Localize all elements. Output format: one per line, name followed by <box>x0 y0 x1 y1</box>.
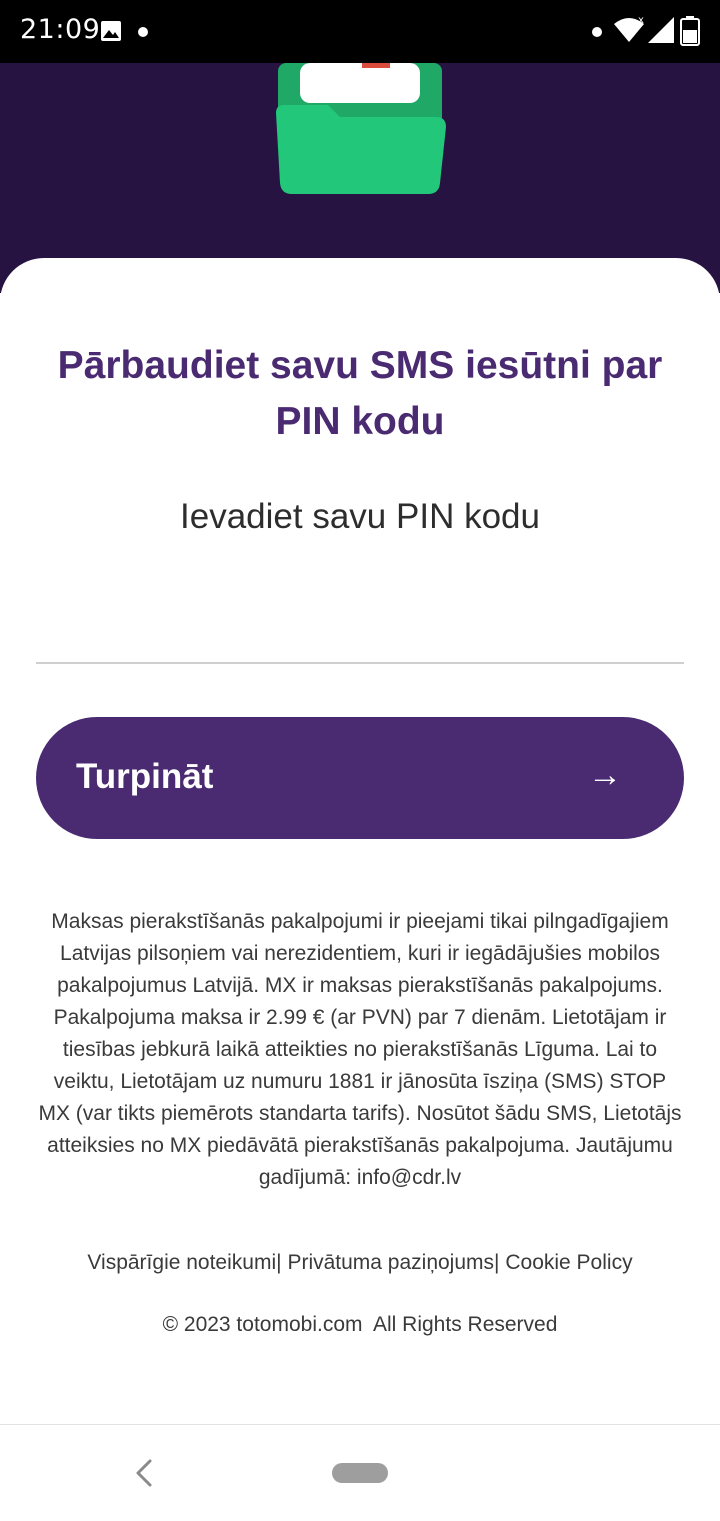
footer-links <box>20 1247 700 1279</box>
status-bar <box>0 0 720 63</box>
continue-button[interactable] <box>36 717 684 839</box>
notification-dot-icon <box>592 27 602 37</box>
svg-text:x: x <box>638 15 644 26</box>
page-title: Pārbaudiet savu SMS iesūtni par PIN kodu <box>57 344 663 443</box>
general-terms-link[interactable]: Vispārīgie noteikumi <box>87 1251 277 1274</box>
continue-label: Turpināt <box>76 757 214 796</box>
link-separator: | <box>276 1251 282 1274</box>
notification-dot-icon <box>138 27 148 37</box>
navigation-bar <box>0 1424 720 1521</box>
gallery-icon <box>100 20 122 42</box>
privacy-notice-link[interactable]: Privātuma paziņojums <box>287 1251 495 1274</box>
folder-icon <box>270 63 450 198</box>
battery-icon <box>680 16 700 46</box>
terms-text: Maksas pierakstīšanās pakalpojumi ir pieejami tikai pilngadīgajiem Latvijas pilsoņiem vai nerezidentiem, kuri ir iegādājušies mobilos pakalpojumus Latvijā. MX ir maksas pierakstīšanās pakalpojums. Pakalpojuma maksa ir 2.99 € (ar PVN) par 7 dienām. Lietotājam ir tiesības jebkurā laikā atteikties no pierakstīšanās Līguma. Lai to veiktu, Lietotājam uz numuru 1881 ir jānosūta īsziņa (SMS) STOP MX (var tikts piemērots standarta tarifs). Nosūtot šādu SMS, Lietotājs atteiksies no MX piedāvātā pierakstīšanās pakalpojuma. Jautājumu gadījumā: info@cdr.lv <box>38 910 682 1189</box>
wifi-icon <box>612 14 646 46</box>
status-time: 21:09 <box>20 14 101 45</box>
pin-input[interactable] <box>36 600 684 664</box>
arrow-right-icon: → <box>588 756 622 794</box>
back-icon[interactable] <box>130 1453 158 1493</box>
link-separator: | <box>494 1251 500 1274</box>
pin-prompt: Ievadiet savu PIN kodu <box>180 497 540 536</box>
signal-icon <box>646 16 676 44</box>
cookie-policy-link[interactable]: Cookie Policy <box>505 1251 633 1274</box>
copyright: © 2023 totomobi.com All Rights Reserved <box>162 1313 558 1336</box>
home-pill-icon[interactable] <box>332 1463 388 1483</box>
